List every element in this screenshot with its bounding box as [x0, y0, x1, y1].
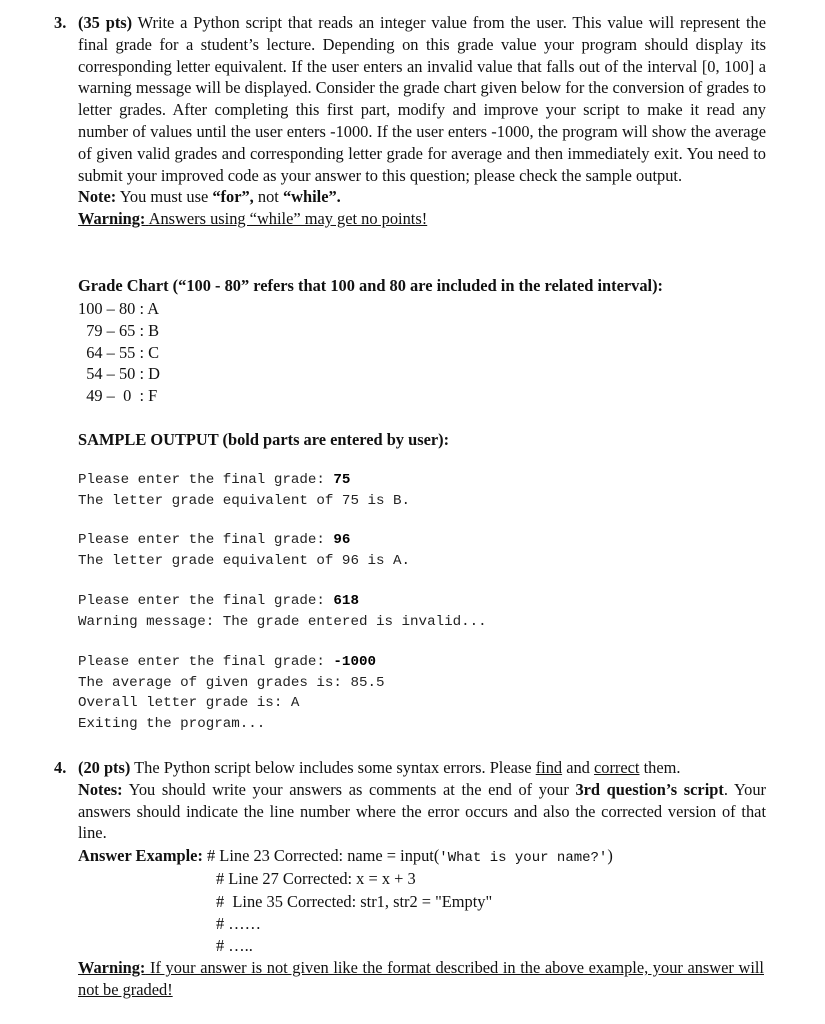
question-4-text: The Python script below includes some syntax errors. Please: [134, 758, 532, 777]
example-line-pre: # Line 23 Corrected: name = input(: [207, 846, 440, 865]
sample-block-3: [78, 591, 487, 632]
sample-user-input: -1000: [333, 654, 376, 670]
final-warning-label: Warning:: [78, 958, 146, 977]
answer-example-line-1: [78, 845, 613, 870]
sample-output-heading: SAMPLE OUTPUT (bold parts are entered by user):: [78, 430, 450, 449]
example-line-code: 'What is your name?': [439, 850, 608, 866]
grade-chart: [78, 298, 160, 407]
question-3-points: (35 pts): [78, 13, 133, 32]
notes-text-pre: You should write your answers as comments at the end of your: [128, 779, 569, 799]
sample-output-line: The letter grade equivalent of 96 is A.: [78, 552, 411, 569]
note-while: “while”.: [282, 187, 341, 207]
warning-text: Answers using “while” may get no points!: [148, 209, 428, 229]
sample-prompt: Please enter the final grade:: [78, 593, 334, 609]
sample-block-4: [78, 652, 385, 734]
notes-text-post: . Your answers should indicate the line number where the error occurs and also the corrected version of that line.: [78, 779, 767, 843]
example-line-post: ): [607, 846, 613, 865]
and-word: and: [566, 758, 590, 777]
answer-example-label: Answer Example:: [78, 846, 203, 865]
question-4: [54, 757, 766, 844]
question-3-text: Write a Python script that reads an integer value from the user. This value will represent the final grade for a student’s lecture. Depending on this grade value your program should display its corresponding letter equivalent. If the user enters an invalid value that falls out of the interval [0, 100] a warning message will be displayed. Consider the grade chart given below for the conversion of grades to letter grades. After completing this first part, modify and improve your script to make it read any number of values until the user enters -1000. If the user enters -1000, the program will show the average of given valid grades and corresponding letter grade for average and then immediately exit. You need to submit your improved code as your answer to this question; please check the sample output.: [78, 13, 766, 185]
grade-chart-row: 54 – 50 : D: [78, 364, 160, 384]
sample-prompt: Please enter the final grade:: [78, 532, 334, 548]
sample-output-line: Overall letter grade is: A: [78, 695, 300, 711]
notes-label: Notes:: [78, 779, 123, 799]
sample-prompt: Please enter the final grade:: [78, 654, 334, 670]
question-3: [54, 12, 766, 230]
question-4-points: (20 pts): [78, 758, 131, 777]
sample-output-line: Exiting the program...: [78, 715, 266, 732]
warning-label: Warning:: [78, 209, 146, 229]
them-word: them.: [643, 758, 681, 777]
find-word: find: [535, 758, 563, 777]
answer-example-line: # …..: [216, 936, 253, 955]
sample-output-line: The letter grade equivalent of 75 is B.: [78, 492, 411, 509]
note-text-mid: not: [257, 187, 279, 207]
sample-output-line: Warning message: The grade entered is invalid...: [78, 613, 487, 630]
note-label: Note:: [78, 187, 117, 207]
sample-block-2: [78, 530, 410, 571]
grade-chart-row: 100 – 80 : A: [78, 299, 160, 318]
sample-output-line: The average of given grades is: 85.5: [78, 674, 385, 691]
sample-user-input: 618: [333, 593, 359, 609]
sample-prompt: Please enter the final grade:: [78, 472, 334, 488]
answer-example-line: # ……: [216, 914, 262, 933]
note-text-pre: You must use: [119, 187, 209, 207]
question-3-number: 3.: [54, 13, 67, 32]
note-for: “for”,: [212, 187, 254, 207]
grade-chart-row: 49 – 0 : F: [78, 386, 158, 406]
correct-word: correct: [593, 758, 640, 777]
final-warning: [78, 957, 764, 1001]
grade-chart-row: 79 – 65 : B: [78, 320, 160, 340]
sample-user-input: 75: [333, 472, 351, 488]
grade-chart-row: 64 – 55 : C: [78, 342, 160, 362]
sample-user-input: 96: [333, 532, 351, 548]
grade-chart-heading: Grade Chart (“100 - 80” refers that 100 and 80 are included in the related interval):: [78, 276, 663, 295]
answer-example-line: # Line 35 Corrected: str1, str2 = "Empty": [216, 892, 493, 911]
sample-block-1: [78, 470, 410, 511]
answer-example-line: # Line 27 Corrected: x = x + 3: [216, 869, 416, 888]
notes-bold: 3rd question’s script: [575, 779, 724, 799]
final-warning-text: If your answer is not given like the format described in the above example, your answer will not be graded!: [78, 958, 764, 999]
question-4-number: 4.: [54, 758, 67, 777]
